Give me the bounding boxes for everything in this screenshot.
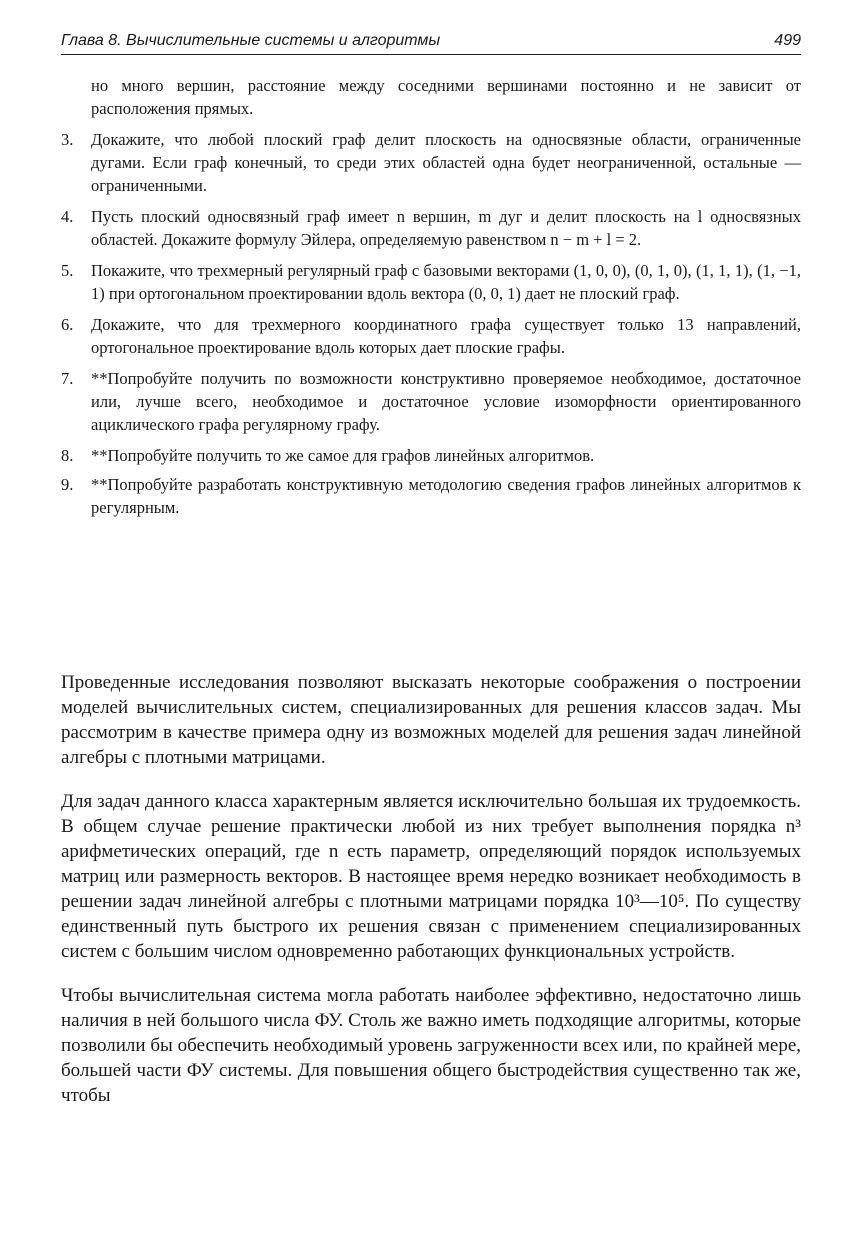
exercise-number: 6. [61, 315, 74, 334]
exercise-text: Докажите, что для трехмерного координатного графа существует только 13 направлений, ортогональное проектирование вдоль которых дает плоские графы. [91, 315, 801, 357]
exercise-text: Покажите, что трехмерный регулярный граф с базовыми векторами (1, 0, 0), (0, 1, 0), (1, 1, 1), (1, −1, 1) при ортогональном проектировании вдоль вектора (0, 0, 1) дает не плоский граф. [91, 261, 801, 303]
exercise-text: Пусть плоский односвязный граф имеет n вершин, m дуг и делит плоскость на l односвязных областей. Докажите формулу Эйлера, определяемую равенством n − m + l = 2. [91, 207, 801, 249]
exercise-number: 7. [61, 369, 74, 388]
exercise-item [61, 259, 801, 305]
running-header [61, 30, 801, 55]
page-number: 499 [774, 32, 801, 49]
paragraph: Проведенные исследования позволяют высказать некоторые соображения о построении моделей вычислительных систем, специализированных для решения классов задач. Мы рассмотрим в качестве примера одну из возможных моделей для решения задач линейной алгебры с плотными матрицами. [61, 672, 801, 768]
exercise-item [61, 128, 801, 197]
exercise-number: 3. [61, 130, 74, 149]
exercise-text: **Попробуйте получить то же самое для графов линейных алгоритмов. [91, 446, 595, 465]
paragraph: Для задач данного класса характерным является исключительно большая их трудоемкость. В общем случае решение практически любой из них требует выполнения порядка n³ арифметических операций, где n есть параметр, определяющий порядок используемых матриц или размерность векторов. В настоящее время нередко возникает необходимость в решении задач линейной алгебры с плотными матрицами порядка 10³—10⁵. По существу единственный путь быстрого их решения связан с применением специализированных систем с большим числом одновременно работающих функциональных устройств. [61, 791, 801, 962]
exercise-number: 8. [61, 446, 74, 465]
body-text [61, 670, 801, 1117]
exercise-item [61, 367, 801, 436]
exercise-number: 5. [61, 261, 74, 280]
exercise-number: 9. [61, 475, 74, 494]
exercise-item [61, 205, 801, 251]
paragraph: Чтобы вычислительная система могла работать наиболее эффективно, недостаточно лишь наличия в ней большого числа ФУ. Столь же важно иметь подходящие алгоритмы, которые позволили бы обеспечить необходимый уровень загруженности всех или, по крайней мере, большей части ФУ системы. Для повышения общего быстродействия существенно так же, чтобы [61, 985, 801, 1106]
exercise-item [61, 444, 801, 467]
exercise-item [61, 473, 801, 519]
exercise-continuation: но много вершин, расстояние между соседними вершинами постоянно и не зависит от расположения прямых. [91, 76, 801, 118]
exercise-text: **Попробуйте получить по возможности конструктивно проверяемое необходимое, достаточное или, лучше всего, необходимое и достаточное условие изоморфности ориентированного ациклического графа регулярному графу. [91, 369, 801, 434]
chapter-title: Глава 8. Вычислительные системы и алгоритмы [61, 32, 441, 49]
exercise-text: Докажите, что любой плоский граф делит плоскость на односвязные области, ограниченные дугами. Если граф конечный, то среди этих областей одна будет неограниченной, остальные — ограниченными. [91, 130, 801, 195]
exercise-number: 4. [61, 207, 74, 226]
exercise-list [61, 74, 801, 527]
exercise-item [61, 313, 801, 359]
exercise-text: **Попробуйте разработать конструктивную методологию сведения графов линейных алгоритмов к регулярным. [91, 475, 801, 517]
